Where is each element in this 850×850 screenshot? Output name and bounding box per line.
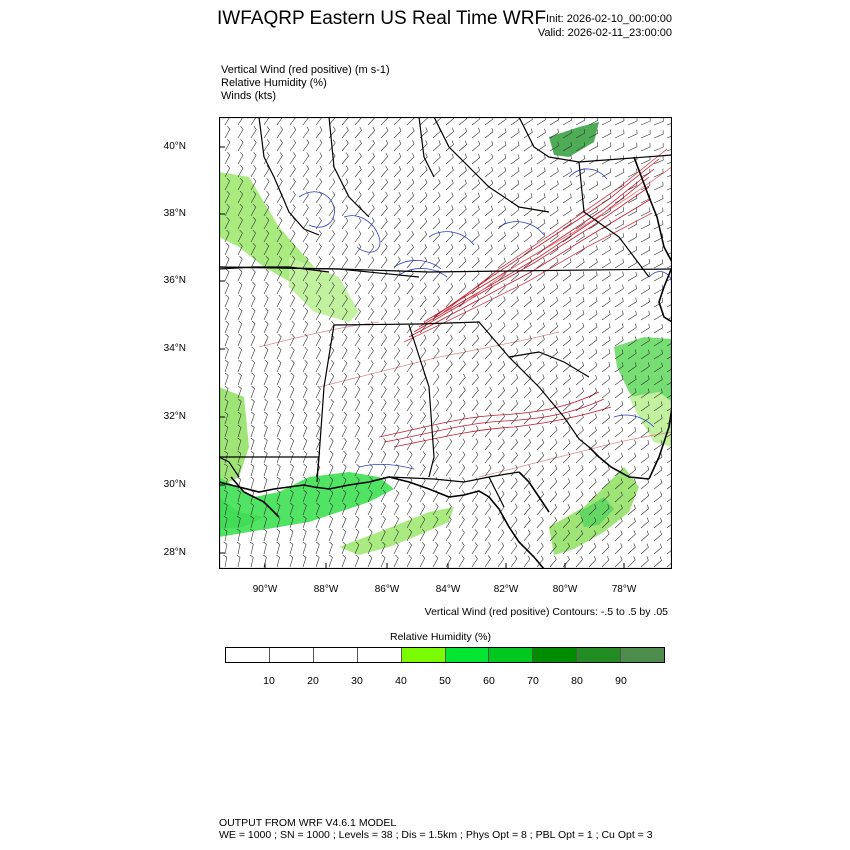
contour-note: Vertical Wind (red positive) Contours: -.5 to .5 by .05: [424, 606, 668, 618]
colorbar-box: [577, 648, 621, 662]
lat-label-40n: 40°N: [163, 141, 186, 152]
colorbar-label: 60: [483, 675, 495, 687]
plot-title: IWFAQRP Eastern US Real Time WRF: [217, 8, 547, 29]
colorbar-label: 50: [439, 675, 451, 687]
lat-label-38n: 38°N: [163, 208, 186, 219]
variable-vertical-wind: Vertical Wind (red positive) (m s-1): [221, 64, 390, 76]
valid-time: Valid: 2026-02-11_23:00:00: [537, 27, 672, 39]
map-canvas: [219, 117, 672, 569]
lat-label-30n: 30°N: [163, 479, 186, 490]
lon-label-78w: 78°W: [611, 584, 637, 595]
colorbar-label: 10: [263, 675, 275, 687]
lat-label-32n: 32°N: [163, 411, 186, 422]
lon-label-84w: 84°W: [435, 584, 461, 595]
colorbar-box: [489, 648, 533, 662]
lat-label-34n: 34°N: [163, 343, 186, 354]
variable-winds: Winds (kts): [221, 90, 276, 102]
variable-relative-humidity: Relative Humidity (%): [221, 77, 327, 89]
colorbar-label: 70: [527, 675, 539, 687]
colorbar-box: [314, 648, 358, 662]
colorbar-label: 30: [351, 675, 363, 687]
colorbar-title: Relative Humidity (%): [390, 631, 491, 643]
lat-label-36n: 36°N: [163, 275, 186, 286]
colorbar-box: [402, 648, 446, 662]
colorbar-box: [446, 648, 490, 662]
humidity-colorbar: [225, 647, 665, 663]
lon-label-88w: 88°W: [313, 584, 339, 595]
colorbar-label: 90: [615, 675, 627, 687]
colorbar-box: [621, 648, 664, 662]
colorbar-label: 80: [571, 675, 583, 687]
colorbar-label: 20: [307, 675, 319, 687]
colorbar-label: 40: [395, 675, 407, 687]
colorbar-box: [533, 648, 577, 662]
lon-label-90w: 90°W: [252, 584, 278, 595]
footer-model: OUTPUT FROM WRF V4.6.1 MODEL: [219, 817, 397, 829]
colorbar-box: [270, 648, 314, 662]
lon-label-82w: 82°W: [493, 584, 519, 595]
map-panel: [219, 117, 672, 569]
init-time: Init: 2026-02-10_00:00:00: [546, 13, 672, 25]
lon-label-86w: 86°W: [374, 584, 400, 595]
colorbar-box: [358, 648, 402, 662]
lat-label-28n: 28°N: [163, 547, 186, 558]
colorbar-box: [226, 648, 270, 662]
footer-config: WE = 1000 ; SN = 1000 ; Levels = 38 ; Dis = 1.5km ; Phys Opt = 8 ; PBL Opt = 1 ; Cu Opt = 3: [219, 829, 653, 841]
lon-label-80w: 80°W: [552, 584, 578, 595]
